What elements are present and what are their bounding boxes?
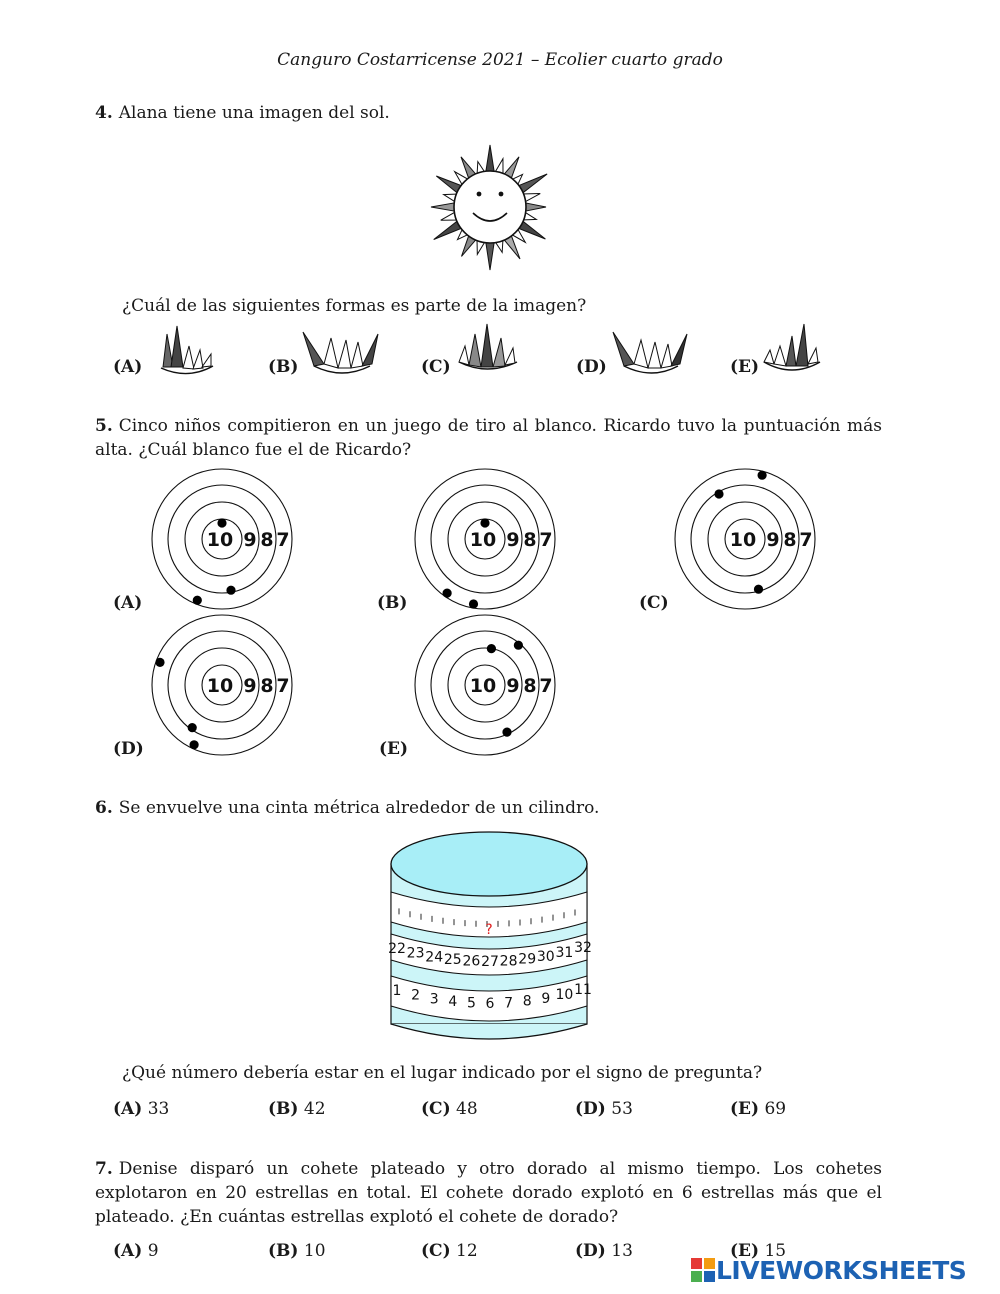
target-label-d: (D) [113,739,144,759]
sun-ray [524,203,546,212]
tape-number: 6 [485,996,495,1012]
ring-label: 10 [206,529,234,551]
sun-ray [486,145,495,173]
tape-number: 22 [388,940,406,957]
target-a[interactable] [142,459,302,619]
ring-label: 9 [506,529,520,551]
option-c-shape[interactable] [455,322,525,377]
shot-hole [193,596,202,605]
tape-question-mark: ? [485,922,493,938]
shot-hole [190,740,199,749]
option-a-label[interactable]: (A) [113,357,143,377]
option-d-shape[interactable] [608,322,693,377]
q6-option-e[interactable]: (E) 69 [730,1099,787,1119]
q7-option-e[interactable]: (E) 15 [730,1241,787,1261]
ring-label: 7 [799,529,813,551]
target-c[interactable] [665,459,825,619]
ring-label: 8 [783,529,797,551]
target-label-b: (B) [377,593,408,613]
tape-number: 3 [429,991,439,1008]
target-label-e: (E) [379,739,409,759]
q6-option-c[interactable]: (C) 48 [421,1099,478,1119]
q7-option-b[interactable]: (B) 10 [268,1241,326,1261]
tape-number: 25 [443,952,462,968]
ring-label: 10 [469,675,497,697]
sun-image [410,140,570,275]
target-label-a: (A) [113,593,143,613]
tape-number: 31 [555,945,574,962]
option-d-label[interactable]: (D) [576,357,607,377]
tape-number: 23 [406,945,425,962]
ring-label: 10 [729,529,757,551]
ring-label: 8 [260,529,274,551]
q7-option-d[interactable]: (D) 13 [575,1241,633,1261]
option-e-shape[interactable] [760,320,825,375]
q7-option-a[interactable]: (A) 9 [113,1241,159,1261]
cylinder-with-tape [385,830,595,1045]
logo-icon [690,1257,716,1283]
tape-number: 4 [448,994,458,1010]
question-text: Se envuelve una cinta métrica alrededor de un cilindro. [118,798,600,818]
q6-option-b[interactable]: (B) 42 [268,1099,326,1119]
shot-hole [226,586,235,595]
tape-number: 26 [462,953,481,970]
tape-number: 10 [555,987,574,1004]
tape-number: 27 [481,954,499,970]
tape-number: 2 [411,987,421,1004]
ring-label: 8 [523,529,537,551]
question-7 [95,1157,882,1229]
option-e-label[interactable]: (E) [730,357,760,377]
shot-hole [714,489,723,498]
shot-hole [155,658,164,667]
q6-option-a[interactable]: (A) 33 [113,1099,170,1119]
ring-label: 7 [539,675,553,697]
shot-hole [758,471,767,480]
sun-eye [499,192,504,197]
target-b[interactable] [405,459,565,619]
ring-label: 9 [243,529,257,551]
tape-number: 28 [499,953,518,970]
ring-label: 10 [469,529,497,551]
tape-number: 32 [574,940,592,957]
ring-label: 9 [506,675,520,697]
ring-label: 9 [243,675,257,697]
tape-number: 8 [522,993,532,1010]
tape-number: 30 [536,949,555,965]
ring-label: 9 [766,529,780,551]
question-number: 4. [95,103,113,123]
option-a-shape[interactable] [153,322,223,377]
tape-number: 7 [504,995,514,1012]
question-6 [95,796,882,820]
option-c-label[interactable]: (C) [421,357,451,377]
cylinder-top [391,832,587,896]
ring-label: 10 [206,675,234,697]
tape-number: 11 [574,982,592,999]
shot-hole [754,585,763,594]
question-number: 5. [95,416,113,436]
sun-ray [431,203,456,212]
tape-number: 9 [541,991,551,1007]
option-b-label[interactable]: (B) [268,357,299,377]
liveworksheets-logo[interactable] [690,1252,990,1288]
q6-option-d[interactable]: (D) 53 [575,1099,633,1119]
shot-hole [514,641,523,650]
sun-ray [486,241,495,270]
shot-hole [443,589,452,598]
q7-option-c[interactable]: (C) 12 [421,1241,478,1261]
question-number: 7. [95,1159,113,1179]
ring-label: 8 [260,675,274,697]
tape-number: 24 [425,949,444,966]
option-b-shape[interactable] [300,322,385,377]
target-d[interactable] [142,605,302,765]
question-number: 6. [95,798,113,818]
logo-text: LIVEWORKSHEETS [716,1255,967,1285]
question-text: Denise disparó un cohete plateado y otro dorado al mismo tiempo. Los cohetes explotaron en 20 estrellas en total. El cohete dorado explotó en 6 estrellas más que el plateado. ¿En cuántas estrellas explotó el cohete de dorado? [95,1159,882,1227]
target-label-c: (C) [639,593,669,613]
tape-number: 5 [466,995,476,1012]
shot-hole [188,723,197,732]
tape-number: 1 [392,982,402,999]
question-text: Alana tiene una imagen del sol. [118,103,390,123]
ring-label: 7 [276,675,290,697]
shot-hole [487,644,496,653]
target-e[interactable] [405,605,565,765]
question-6-prompt: ¿Qué número debería estar en el lugar indicado por el signo de pregunta? [122,1063,763,1083]
shot-hole [502,728,511,737]
ring-label: 7 [539,529,553,551]
ring-label: 8 [523,675,537,697]
question-text: Cinco niños compitieron en un juego de tiro al blanco. Ricardo tuvo la puntuación más alta. ¿Cuál blanco fue el de Ricardo? [95,416,882,460]
question-4-prompt: ¿Cuál de las siguientes formas es parte de la imagen? [122,296,587,316]
sun-eye [477,192,482,197]
shot-hole [217,518,226,527]
shot-hole [480,518,489,527]
question-5 [95,414,882,462]
page-header: Canguro Costarricense 2021 – Ecolier cuarto grado [277,50,723,70]
tape-number: 29 [518,951,537,968]
ring-label: 7 [276,529,290,551]
question-4 [95,101,882,125]
